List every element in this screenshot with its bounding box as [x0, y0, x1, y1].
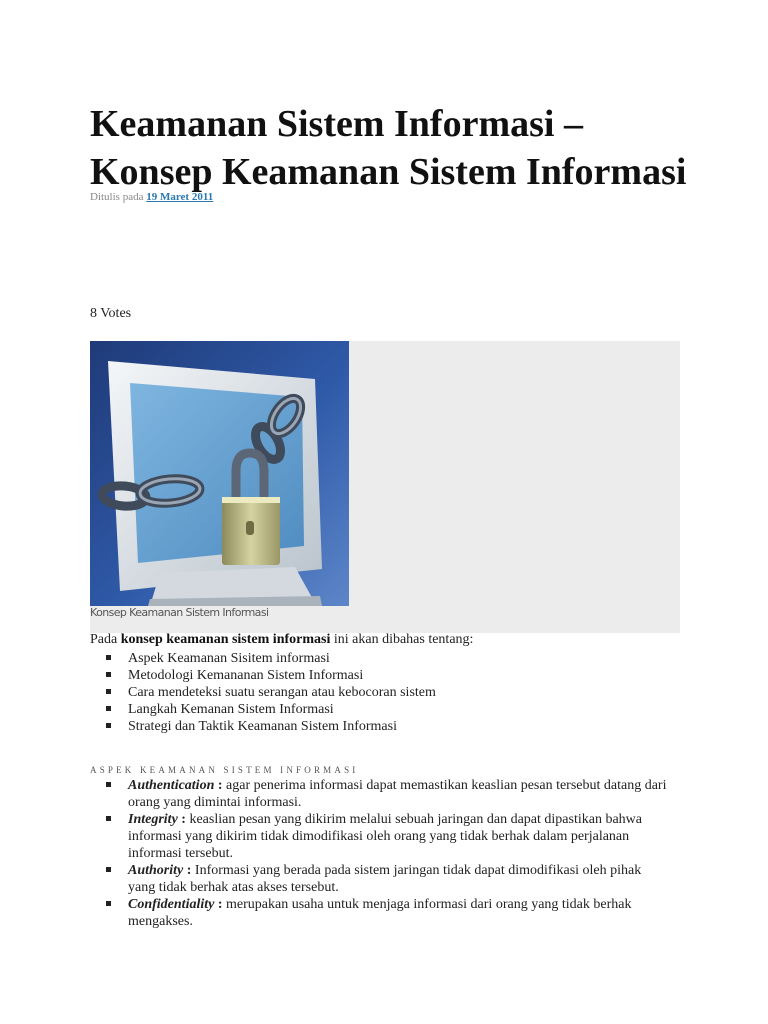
aspect-item [90, 777, 670, 811]
list-item [90, 667, 670, 684]
bullet-icon [106, 706, 111, 711]
list-item-text: Aspek Keamanan Sisitem informasi [128, 651, 330, 666]
list-item [90, 718, 670, 735]
list-item-text: Langkah Kemanan Sistem Informasi [128, 702, 334, 717]
aspect-term: Authentication [128, 778, 215, 793]
intro-text-before: Pada [90, 632, 121, 647]
aspect-text: keaslian pesan yang dikirim melalui sebuah jaringan dan dapat dipastikan bahwa informasi yang dikirim tidak dimodifikasi oleh orang yang tidak berhak dalam perjalanan informasi tersebut. [128, 812, 642, 861]
list-item [90, 701, 670, 718]
bullet-icon [106, 689, 111, 694]
votes-count: 8 Votes [90, 306, 132, 321]
intro-paragraph [90, 631, 473, 648]
intro-bold-term: konsep keamanan sistem informasi [120, 632, 331, 647]
bullet-icon [106, 867, 111, 872]
bullet-icon [106, 723, 111, 728]
aspect-term: Integrity [128, 812, 178, 827]
post-date-link[interactable]: 19 Maret 2011 [146, 191, 214, 203]
list-item-text: Cara mendeteksi suatu serangan atau kebocoran sistem [128, 685, 436, 700]
aspect-term: Confidentiality [128, 897, 215, 912]
bullet-icon [106, 901, 111, 906]
bullet-icon [106, 816, 111, 821]
topic-list [90, 650, 670, 735]
aspect-item [90, 811, 670, 862]
aspect-list [90, 777, 670, 930]
byline [90, 191, 213, 203]
aspect-item [90, 862, 670, 896]
computer-padlock-image [90, 341, 349, 606]
byline-prefix: Ditulis pada [90, 191, 144, 203]
list-item [90, 684, 670, 701]
aspect-item [90, 896, 670, 930]
article-title: Keamanan Sistem Informasi – Konsep Keamanan Sistem Informasi [90, 103, 687, 193]
aspect-separator: : [214, 778, 227, 793]
aspect-separator: : [177, 812, 190, 827]
intro-text-after: ini akan dibahas tentang: [330, 632, 474, 647]
bullet-icon [106, 672, 111, 677]
section-heading: ASPEK KEAMANAN SISTEM INFORMASI [90, 765, 359, 775]
article-figure [90, 341, 680, 633]
list-item-text: Metodologi Kemananan Sistem Informasi [128, 668, 364, 683]
aspect-text: merupakan usaha untuk menjaga informasi dari orang yang tidak berhak mengakses. [128, 897, 632, 929]
aspect-separator: : [214, 897, 227, 912]
figure-caption: Konsep Keamanan Sistem Informasi [90, 606, 269, 619]
aspect-separator: : [183, 863, 195, 878]
aspect-term: Authority [128, 863, 184, 878]
aspect-text: agar penerima informasi dapat memastikan keaslian pesan tersebut datang dari orang yang dimintai informasi. [128, 778, 667, 810]
list-item [90, 650, 670, 667]
bullet-icon [106, 782, 111, 787]
bullet-icon [106, 655, 111, 660]
list-item-text: Strategi dan Taktik Keamanan Sistem Informasi [128, 719, 397, 734]
aspect-text: Informasi yang berada pada sistem jaringan tidak dapat dimodifikasi oleh pihak yang tidak berhak atas akses tersebut. [128, 863, 642, 895]
padlock-monitor-illustration [90, 341, 349, 606]
